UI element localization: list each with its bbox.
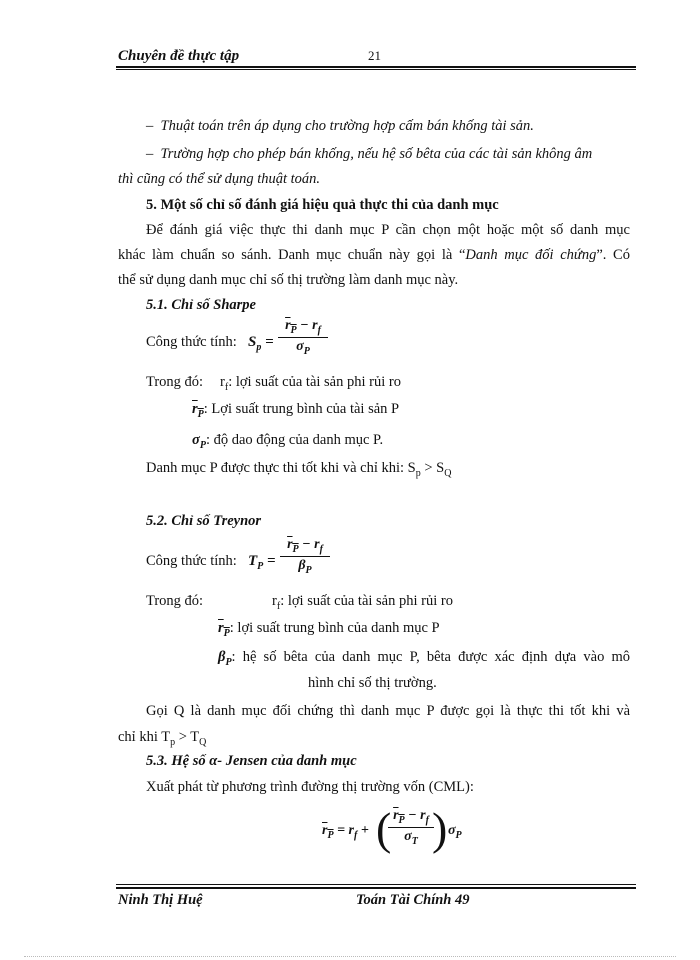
formula-lhs: $T_P$ = [248, 553, 276, 572]
cml-lhs: $r_P = r_f$ + [322, 823, 369, 841]
definition-rp: $r_P$: lợi suất trung bình của danh mục P [218, 620, 440, 639]
cml-tail: $\sigma_P$ [448, 823, 462, 841]
page-edge-dotted [24, 956, 676, 957]
sharpe-condition: Danh mục P được thực thi tốt khi và chỉ khi: $S_p > S_Q$ [146, 460, 452, 479]
paragraph: Để đánh giá việc thực thi danh mục P cần chọn một hoặc một số danh mục [146, 222, 630, 238]
subsection-heading: 5.3. Hệ số α- Jensen của danh mục [146, 753, 357, 769]
subsection-heading: 5.2. Chỉ số Treynor [146, 513, 262, 529]
where-label: Trong đó: [146, 593, 204, 609]
footer-author: Ninh Thị Huệ [118, 892, 203, 908]
header-title: Chuyên đề thực tập [118, 48, 240, 64]
bullet-item: – Trường hợp cho phép bán khống, nếu hệ số bêta của các tài sản không âm [146, 146, 593, 162]
definition-beta-cont: hình chỉ số thị trường. [308, 675, 437, 691]
definition-rp: $r_P$: Lợi suất trung bình của tài sản P [192, 401, 400, 420]
right-paren: ) [432, 803, 448, 854]
sharpe-fraction: $\frac{r_P - r_f}{\sigma_P}$ [278, 318, 328, 357]
bullet-item-cont: thì cũng có thể sử dụng thuật toán. [118, 171, 321, 187]
paragraph: Xuất phát từ phương trình đường thị trường vốn (CML): [146, 779, 474, 795]
formula-label: Công thức tính: [146, 334, 237, 350]
subsection-heading: 5.1. Chỉ số Sharpe [146, 297, 256, 313]
paragraph: khác làm chuẩn so sánh. Danh mục chuẩn này gọi là “Danh mục đối chứng”. Có [118, 247, 630, 263]
header-rule-thin [116, 69, 636, 70]
bullet-item: – Thuật toán trên áp dụng cho trường hợp cấm bán khống tài sản. [146, 118, 534, 134]
treynor-condition-cont: chỉ khi $T_p > T_Q$ [118, 729, 207, 748]
formula-lhs: $S_p$ = [248, 334, 274, 353]
definition-beta: $\beta_P$: hệ số bêta của danh mục P, bêta được xác định dựa vào mô [218, 649, 630, 668]
definition-sigma: $\sigma_P$: độ dao động của danh mục P. [192, 432, 384, 451]
page-number: 21 [368, 48, 381, 63]
section-heading: 5. Một số chỉ số đánh giá hiệu quả thực thi của danh mục [146, 197, 499, 213]
formula-label: Công thức tính: [146, 553, 237, 569]
cml-fraction: $\frac{r_P - r_f}{\sigma_T}$ [388, 808, 434, 847]
where-label: Trong đó: [146, 374, 204, 390]
footer-rule [116, 887, 636, 889]
footer-rule-thin [116, 884, 636, 885]
definition-rf: $r_f$: lợi suất của tài sản phi rủi ro [272, 593, 453, 612]
header-rule [116, 66, 636, 68]
definition-rf: $r_f$: lợi suất của tài sản phi rủi ro [220, 374, 401, 393]
treynor-condition: Gọi Q là danh mục đối chứng thì danh mục P được gọi là thực thi tốt khi và [146, 703, 630, 719]
treynor-fraction: $\frac{r_P - r_f}{\beta_P}$ [280, 537, 330, 576]
paragraph: thể sử dụng danh mục chỉ số thị trường làm danh mục này. [118, 272, 459, 288]
left-paren: ( [376, 803, 392, 854]
footer-class: Toán Tài Chính 49 [356, 892, 470, 908]
